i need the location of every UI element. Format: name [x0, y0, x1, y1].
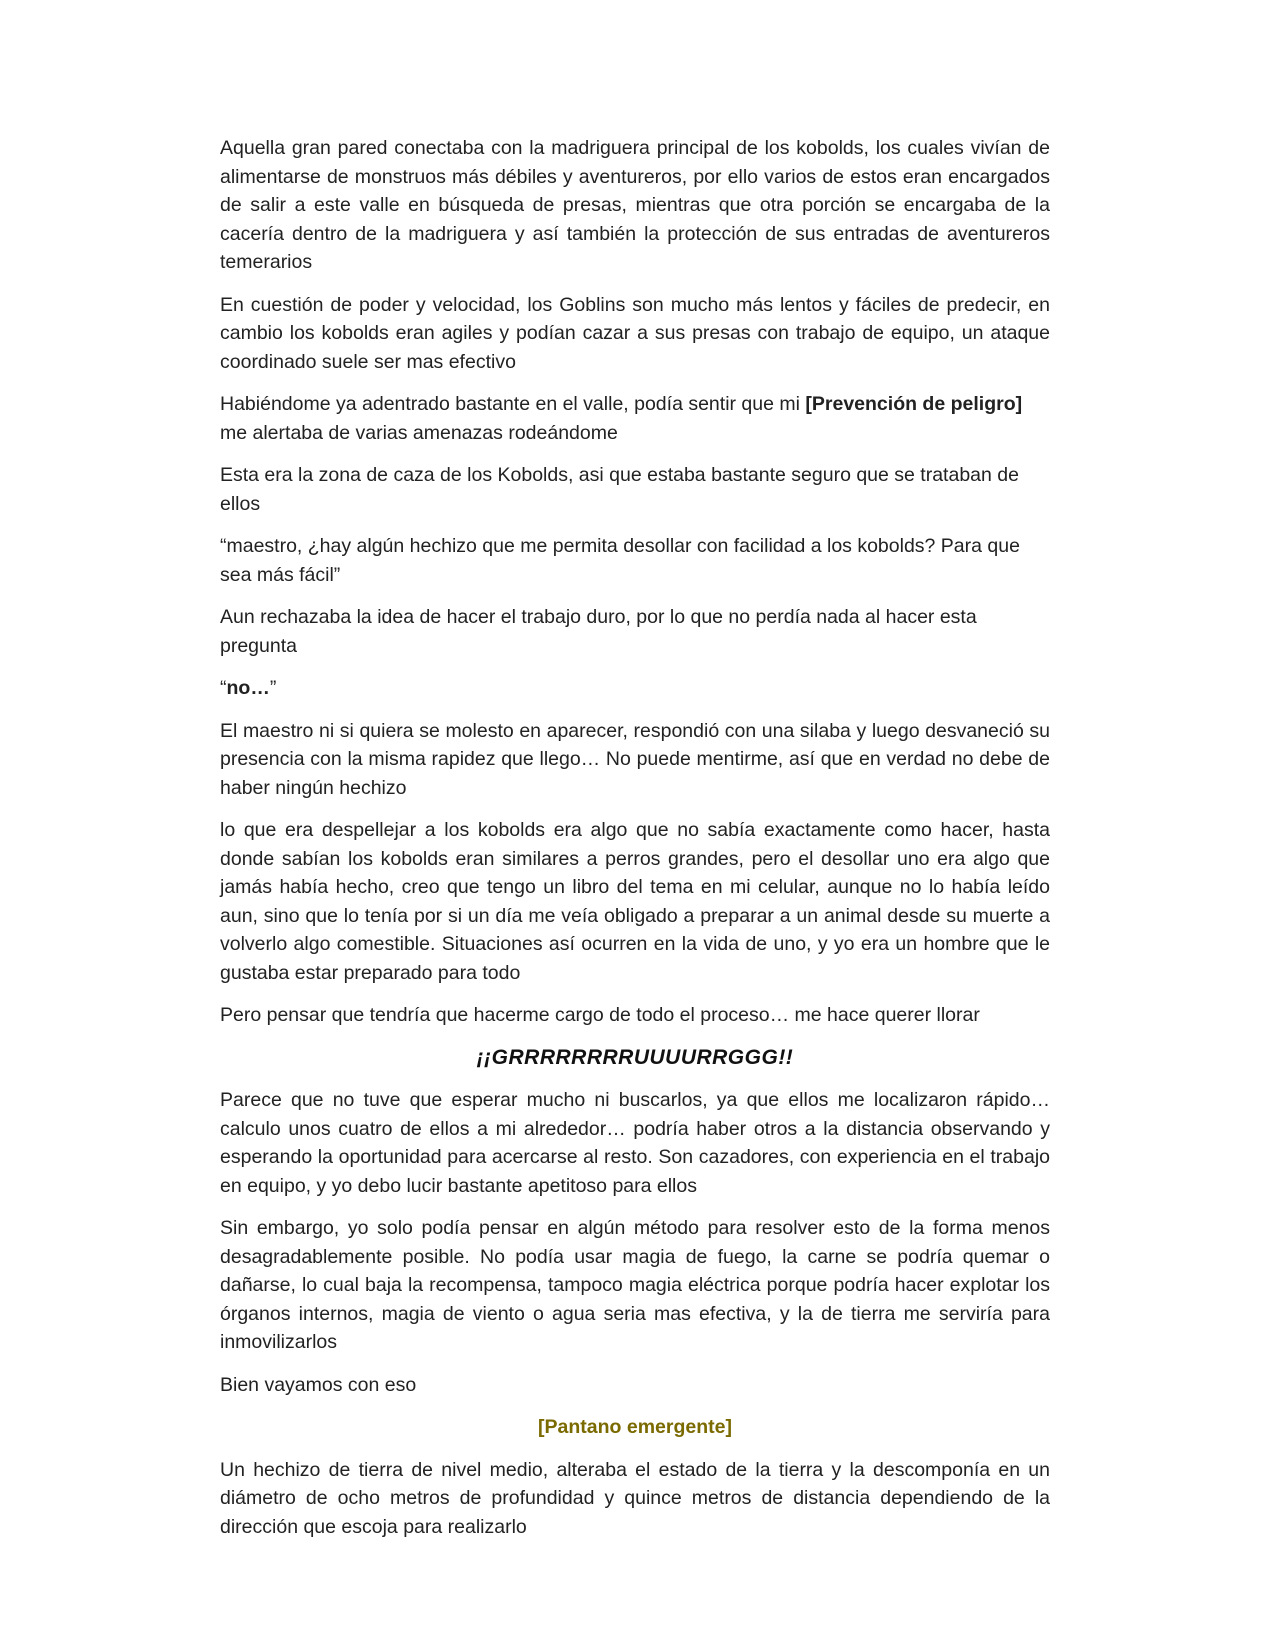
quote-close: ”: [269, 677, 277, 699]
paragraph: Un hechizo de tierra de nivel medio, alteraba el estado de la tierra y la descomponía en un diámetro de ocho metros de profundidad y quince metros de distancia dependiendo de la dirección que escoja para realizarlo: [220, 1458, 1050, 1538]
paragraph: Bien vayamos con eso: [220, 1373, 417, 1396]
paragraph: Esta era la zona de caza de los Kobolds, asi que estaba bastante seguro que se trataban de ellos: [220, 464, 1019, 515]
paragraph: lo que era despellejar a los kobolds era algo que no sabía exactamente como hacer, hasta donde sabían los kobolds eran similares a perros grandes, pero el desollar uno era algo que jamás había hecho, creo que tengo un libro del tema en mi celular, aunque no lo había leído aun, sino que lo tenía por si un día me veía obligado a preparar a un animal desde su muerte a volverlo algo comestible. Situaciones así ocurren en la vida de uno, y yo era un hombre que le gustaba estar preparado para todo: [220, 819, 1050, 984]
paragraph: Pero pensar que tendría que hacerme cargo de todo el proceso… me hace querer llorar: [220, 1004, 980, 1026]
paragraph: El maestro ni si quiera se molesto en aparecer, respondió con una silaba y luego desvaneció su presencia con la misma rapidez que llego… No puede mentirme, así que en verdad no debe de haber ningún hechizo: [220, 719, 1050, 799]
dialogue-paragraph: [220, 674, 1050, 703]
paragraph-text: Habiéndome ya adentrado bastante en el valle, podía sentir que mi: [220, 393, 806, 415]
paragraph: Aquella gran pared conectaba con la madriguera principal de los kobolds, los cuales vivían de alimentarse de monstruos más débiles y aventureros, por ello varios de estos eran encargados de salir a este valle en búsqueda de presas, mientras que otra porción se encargaba de la cacería dentro de la madriguera y así también la protección de sus entradas de aventureros temerarios: [220, 137, 1050, 273]
paragraph-text: me alertaba de varias amenazas rodeándome: [220, 421, 618, 444]
dialogue-paragraph: “maestro, ¿hay algún hechizo que me permita desollar con facilidad a los kobolds? Para que sea más fácil”: [220, 535, 1020, 586]
paragraph: En cuestión de poder y velocidad, los Goblins son mucho más lentos y fáciles de predecir, en cambio los kobolds eran agiles y podían cazar a sus presas con trabajo de equipo, un ataque coordinado suele ser mas efectivo: [220, 293, 1050, 373]
sound-effect-heading: ¡¡GRRRRRRRRUUUURRGGG!!: [476, 1045, 794, 1069]
paragraph: Sin embargo, yo solo podía pensar en algún método para resolver esto de la forma menos desagradablemente posible. No podía usar magia de fuego, la carne se podría quemar o dañarse, lo cual baja la recompensa, tampoco magia eléctrica porque podría hacer explotar los órganos internos, magia de viento o agua seria mas efectiva, y la de tierra me serviría para inmovilizarlos: [220, 1217, 1050, 1353]
spell-name-heading: [Pantano emergente]: [538, 1416, 732, 1438]
document-page: [220, 134, 1050, 1555]
paragraph: Aun rechazaba la idea de hacer el trabajo duro, por lo que no perdía nada al hacer esta pregunta: [220, 606, 977, 657]
dialogue-text: no…: [226, 677, 270, 699]
skill-name: [Prevención de peligro]: [805, 393, 1023, 415]
paragraph: Parece que no tuve que esperar mucho ni buscarlos, ya que ellos me localizaron rápido… calculo unos cuatro de ellos a mi alrededor… podría haber otros a la distancia observando y esperando la oportunidad para acercarse al resto. Son cazadores, con experiencia en el trabajo en equipo, y yo debo lucir bastante apetitoso para ellos: [220, 1089, 1050, 1197]
quote-open: “: [220, 677, 227, 699]
paragraph-skill-mention: [220, 390, 1050, 447]
